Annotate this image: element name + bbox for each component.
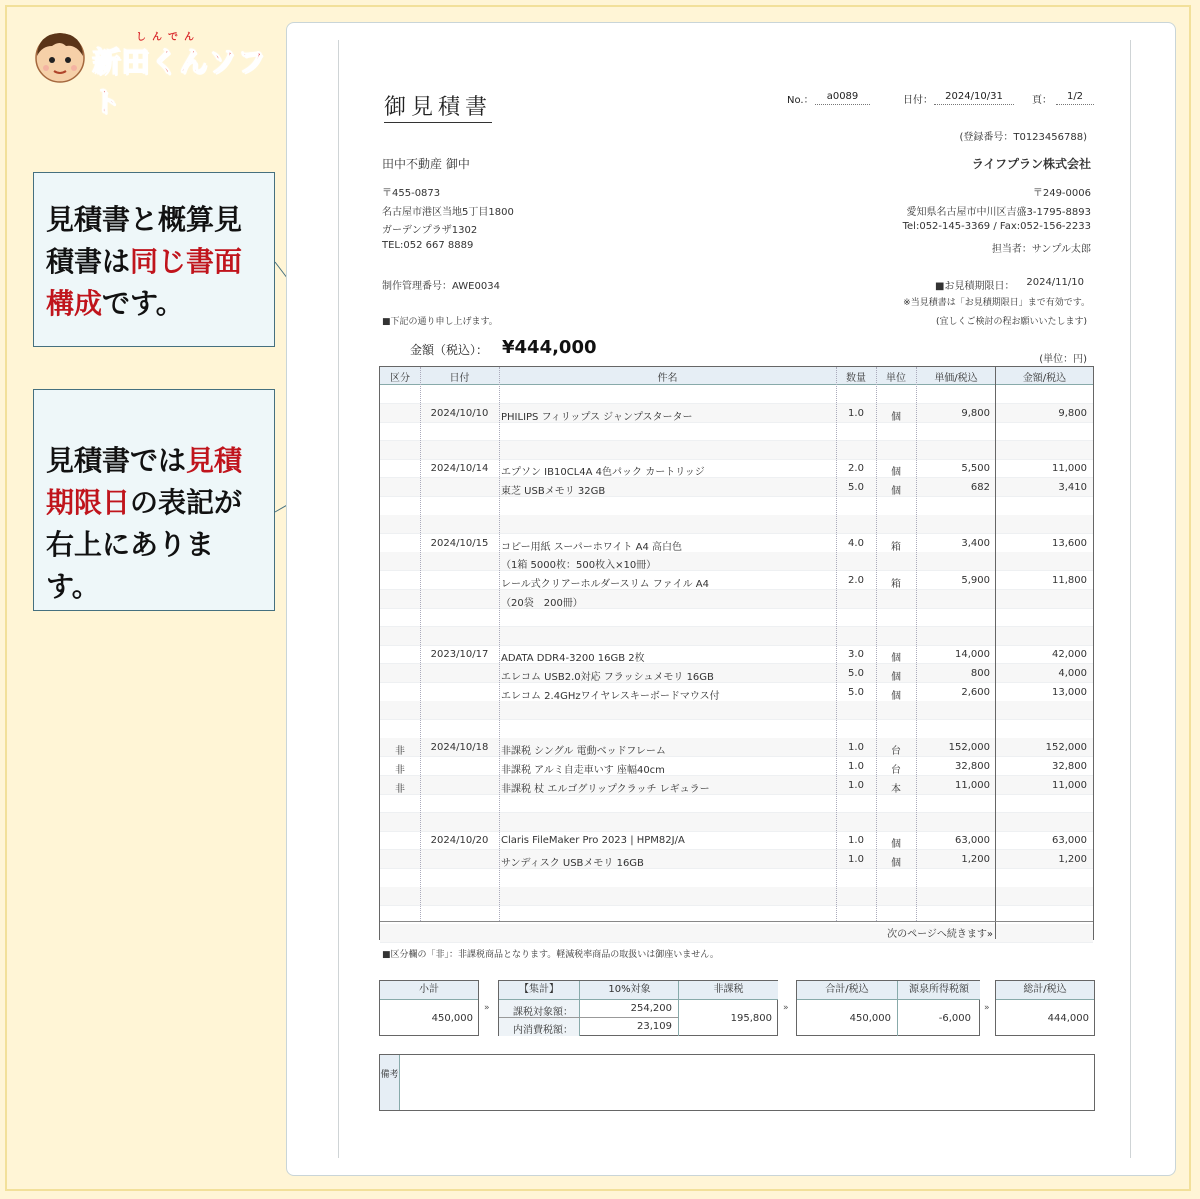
- table-row: [380, 441, 1093, 460]
- cell-amount: 32,800: [1052, 761, 1087, 772]
- table-row: [380, 422, 1093, 441]
- cell-amount: 152,000: [1045, 742, 1087, 754]
- inner-tax-label: 内消費税額：: [513, 1025, 573, 1036]
- recipient-building: ガーデンプラザ1302: [382, 225, 478, 236]
- remarks-box: [379, 1054, 1095, 1111]
- table-row: [380, 757, 1093, 776]
- table-row: [380, 385, 1093, 404]
- cell-unit: 個: [891, 839, 901, 851]
- cell-price: 2,600: [961, 686, 990, 698]
- cell-item: （1箱 5000枚：500枚入×10冊）: [501, 560, 657, 572]
- paper-margin-right: [1130, 40, 1131, 1158]
- col-qty: 数量: [846, 373, 866, 384]
- table-row: [380, 590, 1093, 609]
- cell-item: レール式クリアーホルダースリム ファイル A4: [501, 579, 709, 590]
- next-page-text: 次のページへ続きます»: [887, 929, 993, 940]
- cell-item: 非課税 杖 エルゴグリップクラッチ レギュラー: [501, 783, 710, 795]
- cell-amount: 42,000: [1052, 649, 1087, 661]
- registration-number: (登録番号：T0123456788): [959, 132, 1087, 143]
- callout-highlight-text: 見積期限日: [46, 444, 243, 519]
- cell-qty: 1.0: [848, 742, 864, 754]
- table-row: [380, 645, 1093, 664]
- cell-unit: 個: [891, 486, 901, 497]
- table-row: [380, 869, 1093, 888]
- grand-total-value: 444,000: [1047, 1013, 1089, 1024]
- cell-item: エレコム 2.4GHzワイヤレスキーボードマウス付: [501, 690, 720, 702]
- recipient-tel: TEL:052 667 8889: [382, 240, 474, 251]
- cell-qty: 1.0: [848, 835, 864, 847]
- table-row: [380, 497, 1093, 516]
- callout-text: 見積書では: [46, 444, 187, 477]
- table-row: [380, 552, 1093, 571]
- table-row: [380, 683, 1093, 702]
- cell-unit: 台: [891, 746, 901, 758]
- cell-date: 2023/10/17: [430, 649, 489, 661]
- date-label: 日付：: [903, 95, 933, 106]
- cell-qty: 5.0: [848, 668, 864, 679]
- issuer-address: 愛知県名古屋市中川区吉盛3-1795-8893: [906, 207, 1091, 218]
- ten-percent-label: 10%対象: [579, 981, 679, 1000]
- amount-value: ¥444,000: [502, 337, 597, 358]
- unit-note: (単位：円): [1039, 354, 1087, 365]
- recipient-zip: 〒455-0873: [382, 188, 441, 199]
- table-footnote: ■区分欄の「非」：非課税商品となります。軽減税率商品の取扱いは御座いません。: [382, 950, 719, 960]
- remarks-label: 備考: [380, 1055, 400, 1110]
- nontax-label: 非課税: [678, 981, 778, 1000]
- total-tax-value: 450,000: [849, 1013, 891, 1024]
- col-kubun: 区分: [390, 373, 410, 384]
- table-row: [380, 534, 1093, 553]
- taxable-value: 254,200: [630, 1003, 672, 1014]
- issuer-zip: 〒249-0006: [1032, 188, 1091, 199]
- cell-qty: 2.0: [848, 575, 864, 586]
- table-row: [380, 608, 1093, 627]
- callout-same-format: [33, 172, 275, 347]
- table-row: [380, 850, 1093, 869]
- cell-price: 63,000: [955, 835, 990, 847]
- total-box: [796, 980, 980, 1036]
- callout-text: です。: [102, 287, 184, 320]
- col-divider: [916, 367, 917, 921]
- table-row: [380, 813, 1093, 832]
- issuer-name: ライフプラン株式会社: [971, 157, 1091, 171]
- cell-item: サンディスク USBメモリ 16GB: [501, 858, 644, 869]
- table-row: [380, 887, 1093, 906]
- cell-item: 非課税 アルミ自走車いす 座幅40cm: [501, 765, 665, 776]
- col-divider: [995, 367, 996, 939]
- cell-unit: 本: [891, 783, 901, 795]
- col-divider: [876, 367, 877, 921]
- page-label: 頁：: [1032, 95, 1052, 106]
- cell-qty: 1.0: [848, 761, 864, 772]
- cell-qty: 3.0: [848, 649, 864, 661]
- cell-unit: 台: [891, 765, 901, 776]
- cell-amount: 4,000: [1058, 668, 1087, 679]
- next-page-row: [380, 921, 1093, 940]
- cell-item: Claris FileMaker Pro 2023 | HPM82J/A: [501, 835, 685, 847]
- doc-title: 御見積書: [384, 90, 492, 123]
- arrow-icon: »: [484, 1003, 490, 1013]
- cell-price: 5,500: [961, 463, 990, 475]
- cell-amount: 9,800: [1058, 407, 1087, 419]
- cell-date: 2024/10/14: [430, 463, 489, 475]
- paper-margin-left: [338, 40, 339, 1158]
- nontax-value: 195,800: [730, 1013, 772, 1024]
- arrow-icon: »: [783, 1003, 789, 1013]
- boy-face-icon: [30, 26, 90, 86]
- cell-amount: 13,000: [1052, 686, 1087, 698]
- callout-text: 見積書と概算見積書は: [46, 203, 243, 278]
- table-row: [380, 515, 1093, 534]
- table-header: [380, 367, 1093, 385]
- col-divider: [420, 367, 421, 921]
- cell-qty: 1.0: [848, 854, 864, 865]
- cell-unit: 個: [891, 467, 901, 479]
- page-value: 1/2: [1056, 91, 1094, 105]
- table-row: [380, 459, 1093, 478]
- col-amount: 金額/税込: [1022, 373, 1067, 384]
- date-value: 2024/10/31: [934, 91, 1014, 105]
- table-row: [380, 738, 1093, 757]
- cell-price: 1,200: [961, 854, 990, 865]
- cell-price: 5,900: [961, 575, 990, 586]
- no-value: a0089: [815, 91, 870, 105]
- table-row: [380, 627, 1093, 646]
- cell-amount: 1,200: [1058, 854, 1087, 865]
- expiry-label: ■お見積期限日：: [935, 281, 1015, 292]
- arrow-icon: »: [984, 1003, 990, 1013]
- issuer-contact: 担当者：サンプル太郎: [991, 244, 1091, 255]
- cell-unit: 個: [891, 858, 901, 869]
- cell-price: 682: [970, 482, 990, 493]
- col-divider: [499, 367, 500, 921]
- table-row: [380, 701, 1093, 720]
- cell-item: （20袋 200冊）: [501, 597, 583, 609]
- table-row: [380, 571, 1093, 590]
- cell-unit: 個: [891, 653, 901, 665]
- cell-price: 9,800: [961, 407, 990, 419]
- table-row: [380, 664, 1093, 683]
- aggregate-label: 【集計】: [499, 981, 579, 1000]
- amount-label: 金額（税込）：: [410, 343, 489, 357]
- cell-unit: 個: [891, 672, 901, 683]
- cell-qty: 1.0: [848, 407, 864, 419]
- cell-qty: 5.0: [848, 482, 864, 493]
- table-row: [380, 720, 1093, 739]
- col-item: 件名: [657, 373, 678, 384]
- cell-qty: 4.0: [848, 537, 864, 549]
- intro-text: ■下記の通り申し上げます。: [382, 317, 498, 327]
- cell-item: エレコム USB2.0対応 フラッシュメモリ 16GB: [501, 672, 714, 683]
- callout-text: の表記が右上にあります。: [46, 486, 243, 603]
- table-row: [380, 478, 1093, 497]
- cell-date: 2024/10/18: [430, 742, 489, 754]
- cell-item: 非課税 シングル 電動ベッドフレーム: [501, 746, 666, 758]
- cell-kubun: 非: [395, 746, 405, 758]
- cell-date: 2024/10/20: [430, 835, 489, 847]
- withholding-label: 源泉所得税額: [897, 981, 980, 1000]
- cell-amount: 11,000: [1052, 779, 1087, 791]
- cell-price: 3,400: [961, 537, 990, 549]
- withholding-value: -6,000: [938, 1013, 971, 1024]
- subtotal-label: 小計: [380, 981, 478, 1000]
- cell-price: 800: [970, 668, 990, 679]
- callout-expiry-position: [33, 389, 275, 611]
- cell-price: 11,000: [955, 779, 990, 791]
- brand-logo: [30, 26, 280, 118]
- cell-item: 東芝 USBメモリ 32GB: [501, 486, 606, 497]
- cell-price: 14,000: [955, 649, 990, 661]
- cell-qty: 1.0: [848, 779, 864, 791]
- cell-date: 2024/10/15: [430, 537, 489, 549]
- cell-item: PHILIPS フィリップス ジャンプスターター: [501, 411, 693, 423]
- cell-unit: 箱: [891, 579, 901, 590]
- total-tax-label: 合計/税込: [797, 981, 897, 1000]
- items-table: [379, 366, 1094, 940]
- cell-unit: 箱: [891, 541, 901, 553]
- cell-unit: 個: [891, 411, 901, 423]
- cell-item: コピー用紙 スーパーホワイト A4 高白色: [501, 541, 683, 553]
- cell-item: エプソン IB10CL4A 4色パック カートリッジ: [501, 467, 705, 479]
- grand-total-label: 総計/税込: [996, 981, 1094, 1000]
- expiry-value: 2024/11/10: [1026, 277, 1084, 288]
- cell-amount: 13,600: [1052, 537, 1087, 549]
- recipient-address: 名古屋市港区当地5丁目1800: [382, 207, 514, 218]
- brand-ruby: しんでん: [136, 32, 200, 43]
- col-date: 日付: [449, 373, 470, 384]
- cell-kubun: 非: [395, 783, 405, 795]
- cell-qty: 5.0: [848, 686, 864, 698]
- cell-kubun: 非: [395, 765, 405, 776]
- subtotal-value: 450,000: [431, 1013, 473, 1024]
- cell-price: 32,800: [955, 761, 990, 772]
- cell-item: ADATA DDR4-3200 16GB 2枚: [501, 653, 645, 665]
- no-label: No.：: [787, 95, 814, 106]
- aggregate-box: [498, 980, 778, 1036]
- expiry-note-2: (宜しくご検討の程お願いいたします): [935, 317, 1087, 327]
- grand-total-box: [995, 980, 1095, 1036]
- table-row: [380, 794, 1093, 813]
- col-divider: [836, 367, 837, 921]
- cell-date: 2024/10/10: [430, 407, 489, 419]
- cell-qty: 2.0: [848, 463, 864, 475]
- callout-highlight-text: 同じ書面構成: [46, 245, 243, 320]
- recipient-name: 田中不動産 御中: [382, 157, 470, 171]
- col-price: 単価/税込: [934, 373, 978, 384]
- subtotal-box: [379, 980, 479, 1036]
- cell-amount: 11,000: [1052, 463, 1087, 475]
- cell-amount: 11,800: [1052, 575, 1087, 586]
- table-row: [380, 831, 1093, 850]
- table-row: [380, 776, 1093, 795]
- cell-amount: 63,000: [1052, 835, 1087, 847]
- expiry-note: ※当見積書は「お見積期限日」まで有効です。: [903, 298, 1090, 308]
- inner-tax-value: 23,109: [637, 1021, 672, 1032]
- cell-price: 152,000: [948, 742, 990, 754]
- cell-amount: 3,410: [1058, 482, 1087, 493]
- taxable-label: 課税対象額：: [513, 1007, 573, 1018]
- management-number: 制作管理番号：AWE0034: [382, 281, 500, 292]
- cell-unit: 個: [891, 690, 901, 702]
- brand-name: 新田くんソフト: [92, 45, 267, 118]
- issuer-tel-fax: Tel:052-145-3369 / Fax:052-156-2233: [902, 221, 1091, 232]
- col-unit: 単位: [886, 373, 906, 384]
- table-row: [380, 404, 1093, 423]
